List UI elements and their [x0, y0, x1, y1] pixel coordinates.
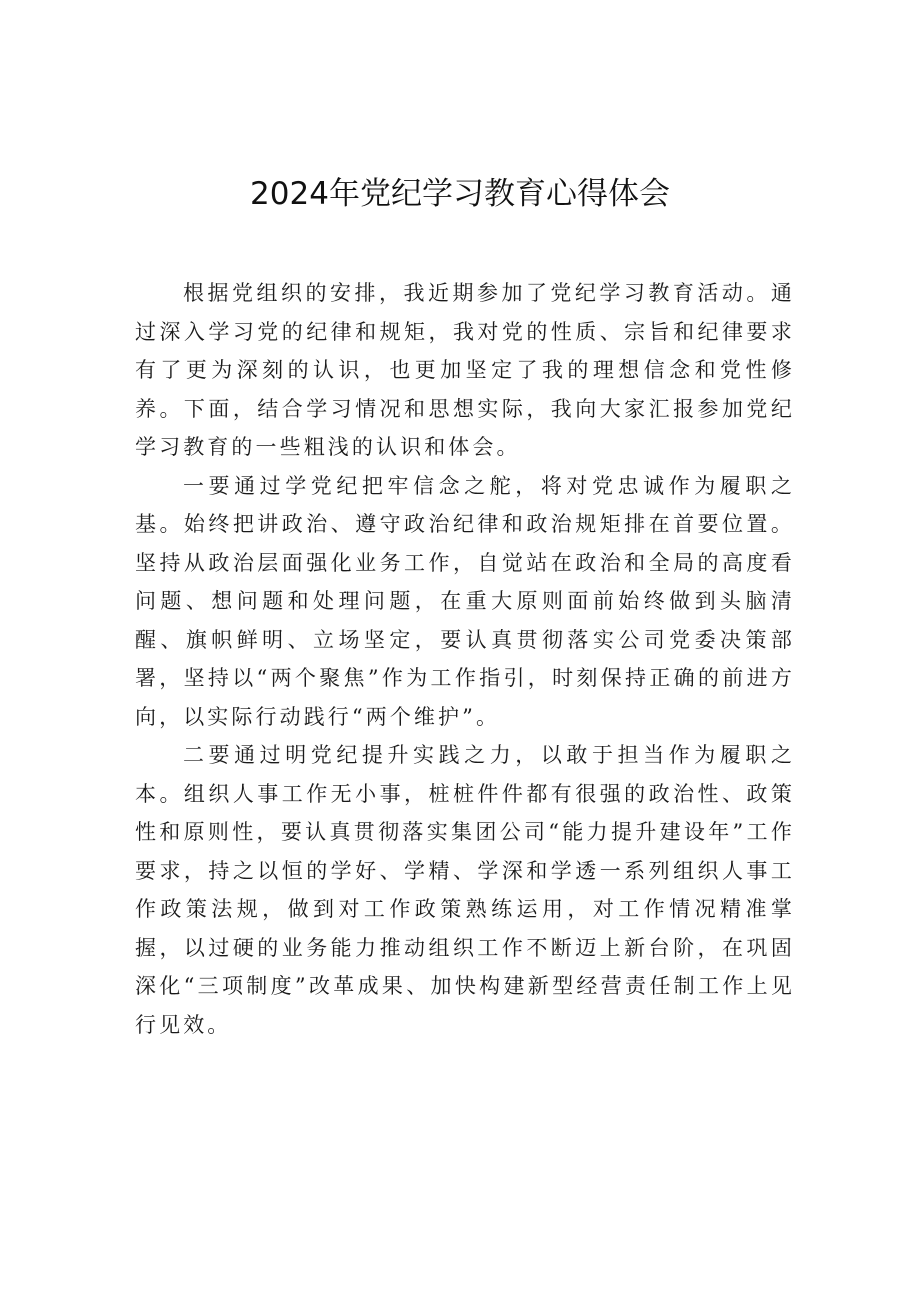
- paragraph-point-one: 一要通过学党纪把牢信念之舵，将对党忠诚作为履职之基。始终把讲政治、遵守政治纪律和政治规矩排在首要位置。坚持从政治层面强化业务工作，自觉站在政治和全局的高度看问题、想问题和处理问题，在重大原则面前始终做到头脑清醒、旗帜鲜明、立场坚定，要认真贯彻落实公司党委决策部署，坚持以“两个聚焦”作为工作指引，时刻保持正确的前进方向，以实际行动践行“两个维护”。: [135, 473, 795, 729]
- paragraph-point-two: 二要通过明党纪提升实践之力，以敢于担当作为履职之本。组织人事工作无小事，桩桩件件都有很强的政治性、政策性和原则性，要认真贯彻落实集团公司“能力提升建设年”工作要求，持之以恒的学好、学精、学深和学透一系列组织人事工作政策法规，做到对工作政策熟练运用，对工作情况精准掌握，以过硬的业务能力推动组织工作不断迈上新台阶，在巩固深化“三项制度”改革成果、加快构建新型经营责任制工作上见行见效。: [135, 743, 795, 1037]
- document-title: 2024年党纪学习教育心得体会: [250, 176, 670, 212]
- document-body: [135, 274, 795, 1044]
- paragraph-intro: 根据党组织的安排，我近期参加了党纪学习教育活动。通过深入学习党的纪律和规矩，我对党的性质、宗旨和纪律要求有了更为深刻的认识，也更加坚定了我的理想信念和党性修养。下面，结合学习情况和思想实际，我向大家汇报参加党纪学习教育的一些粗浅的认识和体会。: [135, 281, 795, 459]
